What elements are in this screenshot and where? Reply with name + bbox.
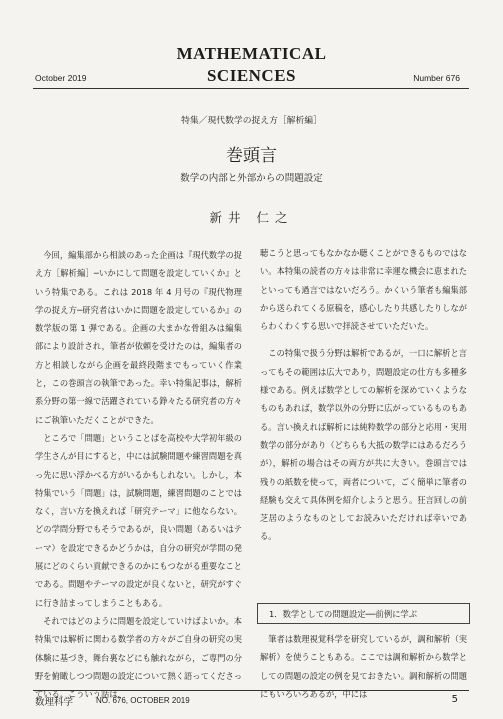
page-number: 5 <box>451 694 458 705</box>
footer-journal-title: 数理科学 <box>35 697 74 708</box>
article-subtitle: 数学の内部と外部からの問題設定 <box>180 173 323 184</box>
paragraph: この特集で扱う分野は解析であるが，一口に解析と言ってもその範囲は広大であり，問題設定の仕方も多種多様である。例えば数学としての解析を深めていくようなものもあれば，数学以外の分野に広がっているものもある。言い換えれば解析には純粋数学の部分と応用・実用数学の部分があり（どちらも大抵の数学にはあるだろうが），解析の場合はその両方が共に大きい。巻頭言では残りの紙数を使って，両者について，ごく簡単に筆者の経験も交えて具体例を紹介しようと思う。狂言回しの前芝居のようなものとしてお読みいただければ幸いである。 <box>260 348 467 542</box>
special-feature-label: 特集／現代数学の捉え方［解析編］ <box>181 116 322 126</box>
paragraph: 聴こうと思ってもなかなか聴くことができるものではない。本特集の読者の方々は非常に幸運な機会に恵まれたといっても過言ではないだろう。かくいう筆者も編集部から送られてくる原稿を，感心したり共感したりしながらわくわくする思いで拝読させていただいた。 <box>260 248 467 332</box>
footer-issue: NO. 676, OCTOBER 2019 <box>96 696 190 705</box>
paragraph: ところで「問題」ということばを高校や大学初年級の学生さんが目にすると，中には試験問題や練習問題を真っ先に思い浮かべる方がいるかもしれない。しかし，本特集でいう「問題」は，試験問題，練習問題のことではなく，言い方を換えれば「研究テーマ」に他ならない。どの学問分野でもそうであるが，良い問題（あるいはテーマ）を設定できるかどうかは，自分の研究が学問の発展にどのくらい貢献できるのかにもつながる重要なことである。問題やテーマの設定が良くないと，研究がすぐに行き詰まってしまうこともある。 <box>35 432 242 608</box>
author-name: 新井 仁之 <box>209 210 294 225</box>
masthead-line2: SCIENCES <box>206 66 297 85</box>
section-heading: 1．数学としての問題設定──前例に学ぶ <box>269 609 418 619</box>
issue-number: Number 676 <box>413 73 460 83</box>
body-column-right <box>260 244 467 546</box>
paragraph: 今回，編集部から相談のあった企画は『現代数学の捉え方［解析編］─いかにして問題を設定していくか』という特集である。これは 2018 年 4 月号の『現代物理学の捉え方─研究者はいかに問題を設定しているか』の数学版の第 1 弾である。企画の大まかな骨組みは編集部により設計され，筆者が依頼を受けたのは，編集者の方と相談しながら企画を最終段階までもっていく作業と，この巻頭言の執筆であった。幸い特集記事は，解析系分野の第一線で活躍されている錚々たる研究者の方々にご執筆いただくことができた。 <box>35 250 242 425</box>
footer-rule <box>33 690 469 691</box>
section-body <box>260 630 467 703</box>
paragraph: 筆者は数理視覚科学を研究しているが，調和解析（実解析）を使うこともある。ここでは調和解析から数学としての問題の設定の例を見ておきたい。調和解析の問題にもいろいろあるが，中には <box>260 634 467 699</box>
body-column-left <box>35 246 242 703</box>
issue-date: October 2019 <box>35 73 87 83</box>
paragraph: それではどのように問題を設定していけばよいか。本特集では解析に関わる数学者の方々がご自身の研究の実体験に基づき，舞台裏などにも触れながら，ご専門の分野を俯瞰しつつ問題の設定について熱く語ってくださっている。こういう話は， <box>35 615 242 700</box>
article-title: 巻頭言 <box>226 146 277 166</box>
masthead-line1: MATHEMATICAL <box>176 44 327 63</box>
header-rule <box>33 88 469 89</box>
